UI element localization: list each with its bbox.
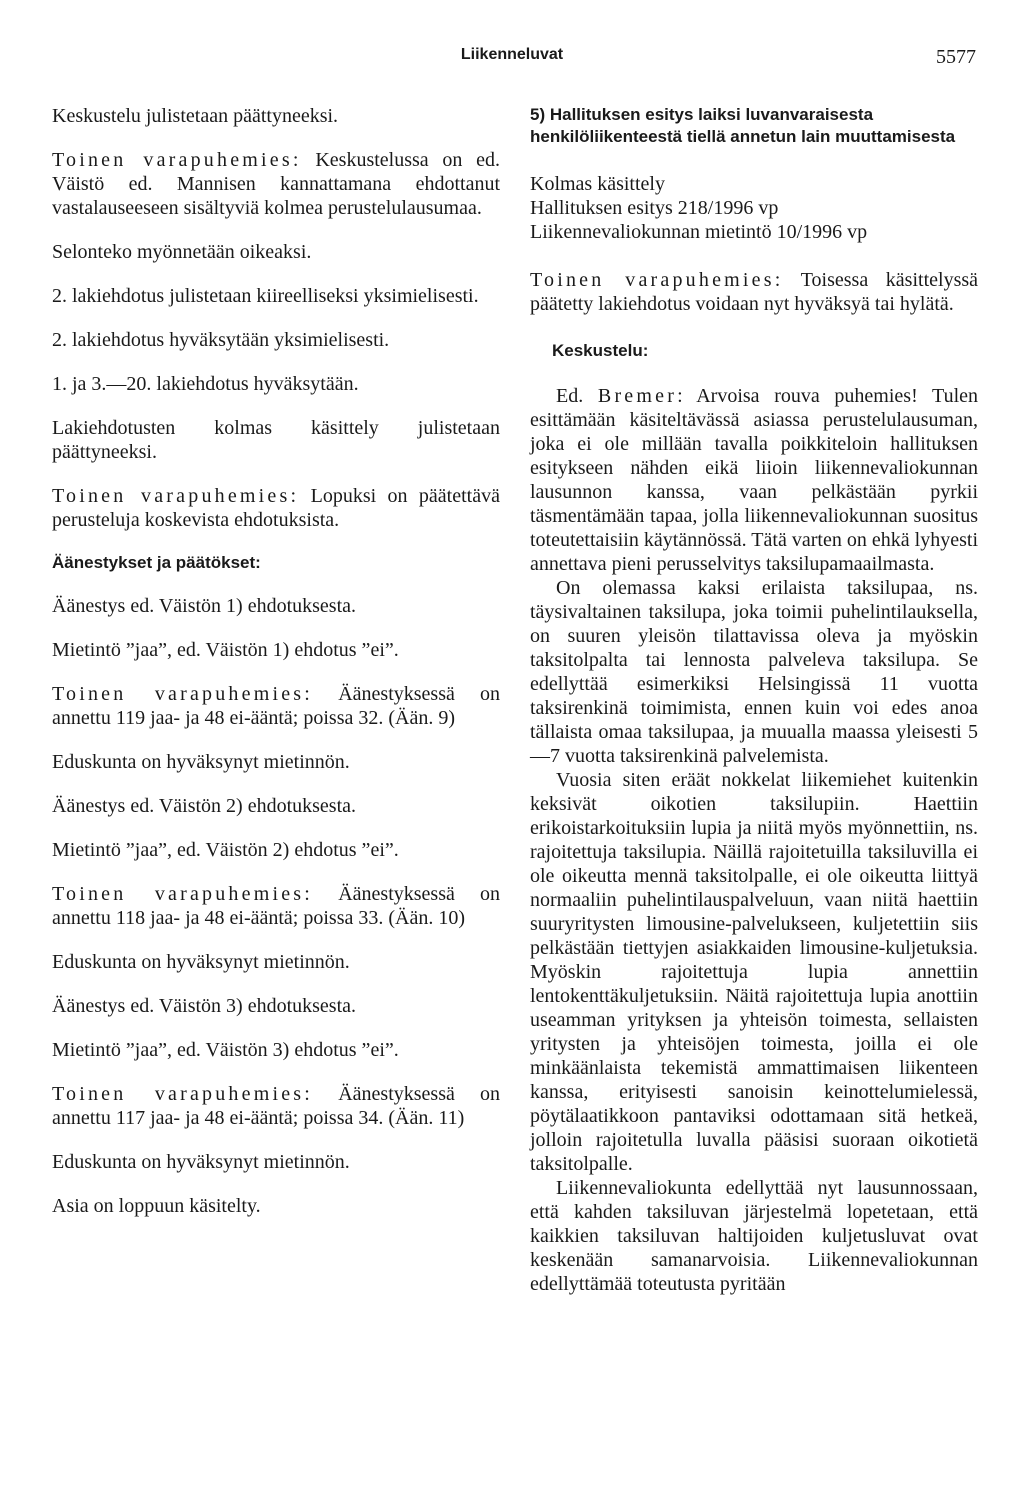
paragraph-text: Lopuksi on päätettävä perusteluja koskevista ehdotuksista. (52, 485, 500, 531)
vote-question: Mietintö ”jaa”, ed. Väistön 3) ehdotus ”ei”. (52, 1039, 399, 1061)
meta-line: Kolmas käsittely (530, 173, 665, 195)
votes-heading: Äänestykset ja päätökset: (52, 553, 261, 572)
paragraph (52, 148, 500, 220)
vote-result-text: Äänestyksessä on annettu 118 jaa- ja 48 ei-ääntä; poissa 33. (Ään. 10) (52, 883, 501, 929)
paragraph: Keskustelu julistetaan päättyneeksi. (52, 105, 339, 127)
vote-question: Mietintö ”jaa”, ed. Väistön 2) ehdotus ”ei”. (52, 839, 399, 861)
meta-line: Liikennevaliokunnan mietintö 10/1996 vp (530, 221, 868, 243)
paragraph-text: Keskustelussa on ed. Väistö ed. Mannisen kannattamana ehdottanut vastalauseeseen sisältyviä kolmea perustelulausumaa. (52, 149, 500, 219)
vote-decision: Eduskunta on hyväksynyt mietinnön. (52, 751, 350, 773)
paragraph: 2. lakiehdotus hyväksytään yksimielisesti. (52, 329, 390, 351)
paragraph: Selonteko myönnetään oikeaksi. (52, 241, 312, 263)
discussion-heading: Keskustelu: (552, 341, 649, 360)
left-column (52, 104, 500, 1238)
vote-title: Äänestys ed. Väistön 3) ehdotuksesta. (52, 995, 357, 1017)
vote-result-text: Äänestyksessä on annettu 117 jaa- ja 48 ei-ääntä; poissa 34. (Ään. 11) (52, 1083, 501, 1129)
vote-result (52, 1082, 500, 1130)
speaker-name: Toinen varapuhemies: (530, 269, 784, 291)
speaker-name: Toinen varapuhemies: (52, 149, 302, 171)
speech-prefix: Ed. (556, 385, 598, 407)
speaker-name: Toinen varapuhemies: (52, 683, 314, 705)
page-number: 5577 (936, 46, 976, 68)
paragraph: 1. ja 3.—20. lakiehdotus hyväksytään. (52, 373, 359, 395)
document-meta (530, 172, 978, 244)
speech-text: : Arvoisa rouva puhemies! Tulen esittämään käsiteltävässä asiassa perustelulausuman, joka ei ole millään tavalla poikkiteloin hallituksen esitykseen nähden eikä liioin liikennevaliokunnan lausunnon kanssa, vaan pelkästään pyrkii täsmentämään tapaa, jolla liikennevaliokunnan suositus toteutettaisiin käytännössä. Tätä varten on ehkä lyhyesti annettava pieni perusselvitys taksilupamaailmasta. (530, 385, 978, 575)
paragraph: Lakiehdotusten kolmas käsittely julistetaan päättyneeksi. (52, 417, 500, 463)
paragraph (530, 268, 978, 316)
speaker-name: Toinen varapuhemies: (52, 883, 314, 905)
right-column (530, 104, 978, 1296)
speaker-name: Bremer (597, 385, 678, 407)
paragraph: 2. lakiehdotus julistetaan kiireelliseksi yksimielisesti. (52, 285, 479, 307)
running-title: Liikenneluvat (460, 46, 564, 63)
vote-result (52, 882, 500, 930)
vote-title: Äänestys ed. Väistön 1) ehdotuksesta. (52, 595, 357, 617)
speech-paragraph: On olemassa kaksi erilaista taksilupaa, ns. täysivaltainen taksilupa, joka toimii puhelintilauksella, on suuren yleisön tilattavissa oleva ja myöskin taksitolpalta tai lennosta palveleva taksilupa. Se edellyttää esimerkiksi Helsingissä 11 vuotta taksirenkinä toimimista, ennen kuin voi edes anoa tällaista omaa taksilupaa, ja muualla maassa yleisesti 5—7 vuotta taksirenkinä palvelemista. (530, 577, 978, 767)
vote-decision: Eduskunta on hyväksynyt mietinnön. (52, 1151, 350, 1173)
paragraph (52, 484, 500, 532)
vote-question: Mietintö ”jaa”, ed. Väistön 1) ehdotus ”ei”. (52, 639, 399, 661)
vote-title: Äänestys ed. Väistön 2) ehdotuksesta. (52, 795, 357, 817)
speech-paragraph: Vuosia siten eräät nokkelat liikemiehet kuitenkin keksivät oikotien taksilupiin. Haettiin erikoistarkoituksiin lupia ja niitä myös myönnettiin, ns. rajoitettuja taksilupia. Näillä rajoitetuilla taksiluvilla ei ole oikeutta mennä taksitolpalle, ei ole oikeutta liittyä normaaliin puhelintilauspalveluun, vaan niitä haettiin suuryritysten limousine-palvelukseen, kuljetettiin siis pelkästään tiettyjen asiakkaiden limousine-kuljetuksia. Myöskin rajoitettuja lupia annettiin lentokenttäkuljetuksiin. Näitä rajoitettuja lupia anottiin useamman yrityksen ja yhteisön toimesta, sellaisten yritysten ja yhteisöjen toimesta, joilla ei ole minkäänlaista tekemistä ammattimaisen liikenteen kanssa, erityisesti sanoisin keinottelumielessä, pöytälaatikkoon pantaviksi odottamaan sitä hetkeä, jolloin rajoitetulla luvalla pääsisi suoraan oikotietä taksitolpalle. (530, 769, 978, 1175)
paragraph-text: Toisessa käsittelyssä päätetty lakiehdotus voidaan nyt hyväksyä tai hylätä. (530, 269, 979, 315)
meta-line: Hallituksen esitys 218/1996 vp (530, 197, 779, 219)
vote-result-text: Äänestyksessä on annettu 119 jaa- ja 48 ei-ääntä; poissa 32. (Ään. 9) (52, 683, 501, 729)
speaker-name: Toinen varapuhemies: (52, 485, 300, 507)
vote-decision: Eduskunta on hyväksynyt mietinnön. (52, 951, 350, 973)
section-heading: 5) Hallituksen esitys laiksi luvanvaraisesta henkilöliikenteestä tiellä annetun lain muuttamisesta (530, 105, 956, 146)
speech-paragraph: Liikennevaliokunta edellyttää nyt lausunnossaan, että kahden taksiluvan järjestelmä lopetetaan, että kaikkien taksiluvan haltijoiden kuljetusluvat ovat keskenään samanarvoisia. Liikennevaliokunnan edellyttämää toteutusta pyritään (530, 1177, 978, 1295)
speech-paragraph (530, 384, 978, 576)
vote-result (52, 682, 500, 730)
speaker-name: Toinen varapuhemies: (52, 1083, 314, 1105)
closing-statement: Asia on loppuun käsitelty. (52, 1195, 261, 1217)
